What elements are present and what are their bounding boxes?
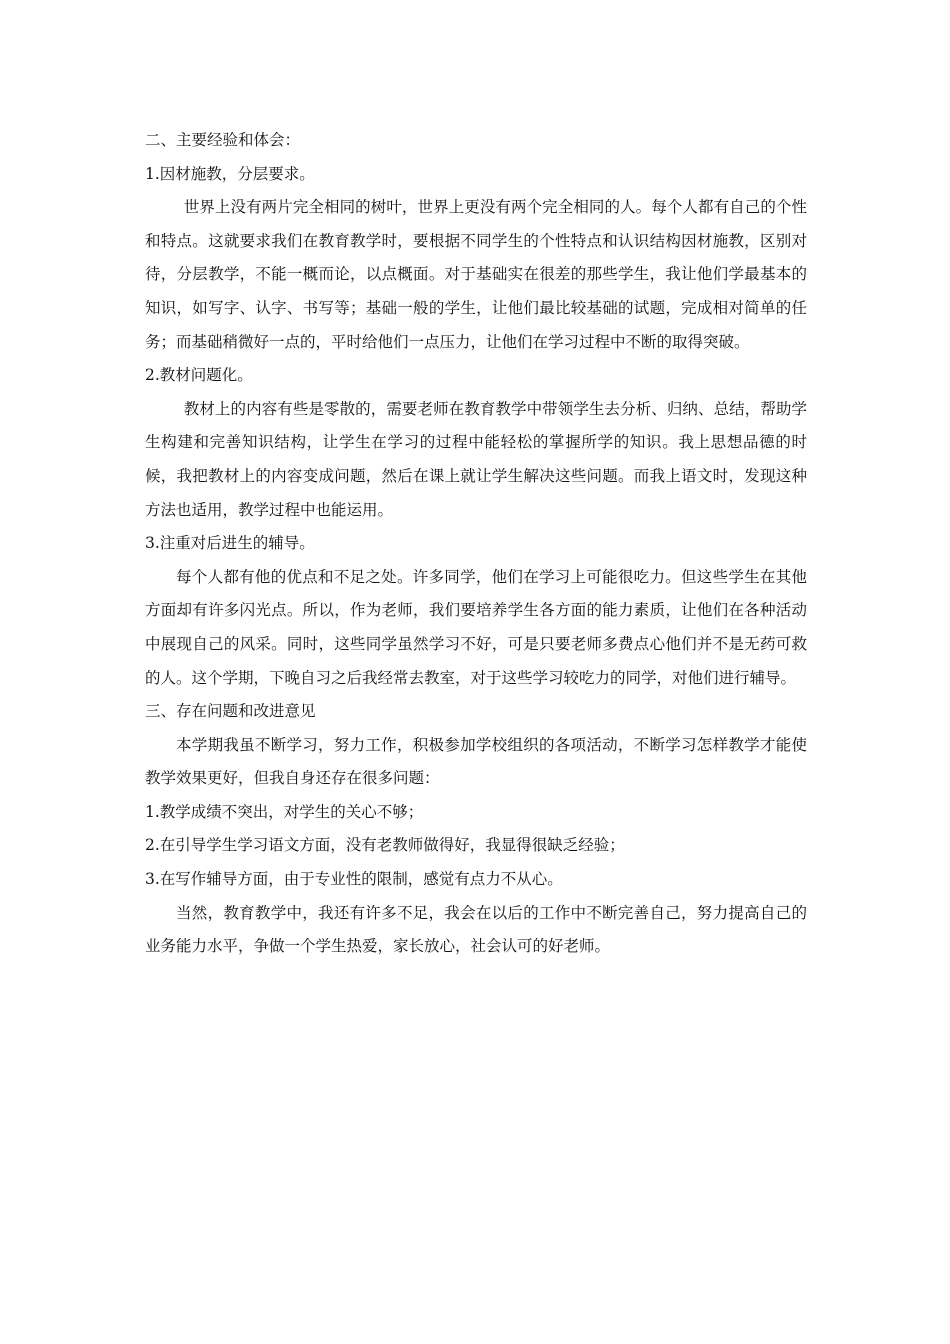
problems-intro: 本学期我虽不断学习，努力工作，积极参加学校组织的各项活动，不断学习怎样教学才能使教学效果更好，但我自身还存在很多问题： <box>145 735 807 788</box>
section-heading-experience: 二、主要经验和体会： <box>145 131 301 149</box>
section-heading-problems: 三、存在问题和改进意见 <box>145 702 316 721</box>
item-title-1: 1.因材施教，分层要求。 <box>145 164 315 183</box>
item-title-2: 2.教材问题化。 <box>145 366 253 385</box>
problem-item-2: 2.在引导学生学习语文方面，没有老教师做得好，我显得很缺乏经验； <box>145 836 625 855</box>
problem-item-3: 3.在写作辅导方面，由于专业性的限制，感觉有点力不从心。 <box>145 870 563 889</box>
document-body <box>145 124 807 964</box>
item-title-3: 3.注重对后进生的辅导。 <box>145 534 315 553</box>
item-body-2: 教材上的内容有些是零散的，需要老师在教育教学中带领学生去分析、归纳、总结，帮助学生构建和完善知识结构，让学生在学习的过程中能轻松的掌握所学的知识。我上思想品德的时候，我把教材上的内容变成问题，然后在课上就让学生解决这些问题。而我上语文时，发现这种方法也适用，教学过程中也能运用。 <box>145 399 807 519</box>
conclusion-paragraph: 当然，教育教学中，我还有许多不足，我会在以后的工作中不断完善自己，努力提高自己的业务能力水平，争做一个学生热爱，家长放心，社会认可的好老师。 <box>145 903 807 956</box>
problem-item-1: 1.教学成绩不突出，对学生的关心不够； <box>145 802 424 821</box>
item-body-3: 每个人都有他的优点和不足之处。许多同学，他们在学习上可能很吃力。但这些学生在其他方面却有许多闪光点。所以，作为老师，我们要培养学生各方面的能力素质，让他们在各种活动中展现自己的风采。同时，这些同学虽然学习不好，可是只要老师多费点心他们并不是无药可救的人。这个学期，下晚自习之后我经常去教室，对于这些学习较吃力的同学，对他们进行辅导。 <box>145 567 807 687</box>
item-body-1: 世界上没有两片完全相同的树叶，世界上更没有两个完全相同的人。每个人都有自己的个性和特点。这就要求我们在教育教学时，要根据不同学生的个性特点和认识结构因材施教，区别对待，分层教学，不能一概而论，以点概面。对于基础实在很差的那些学生，我让他们学最基本的知识，如写字、认字、书写等；基础一般的学生，让他们最比较基础的试题，完成相对简单的任务；而基础稍微好一点的，平时给他们一点压力，让他们在学习过程中不断的取得突破。 <box>145 198 807 351</box>
